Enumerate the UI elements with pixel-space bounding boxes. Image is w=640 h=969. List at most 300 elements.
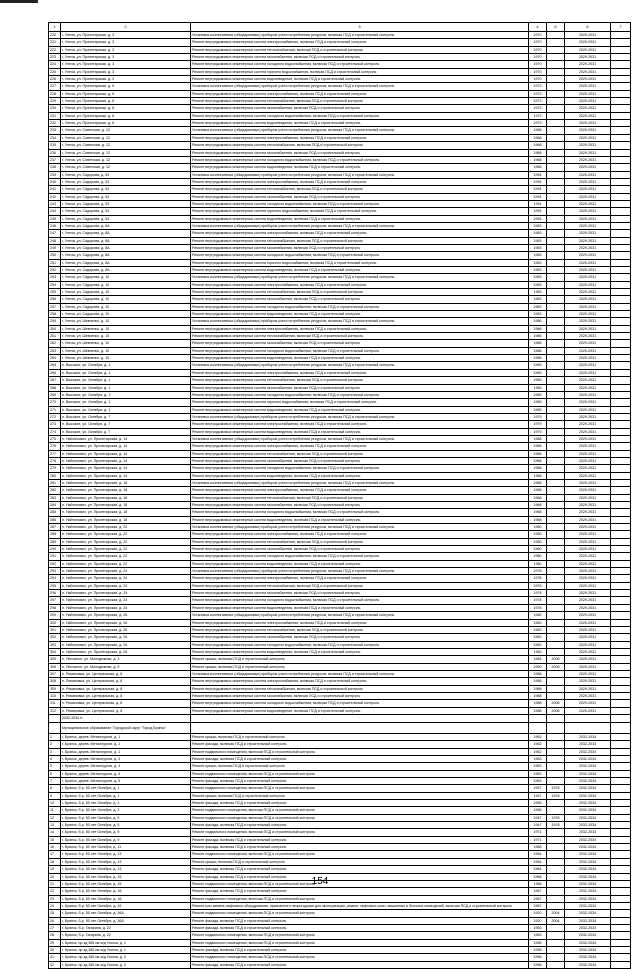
row-number-cell: 282 [49,487,61,494]
repair-year-cell [547,186,565,193]
period-cell: 2029-2031 [565,502,611,509]
table-row [49,961,631,968]
address-cell: г. Унеча, ул. Шевченко, д. 10 [61,333,191,340]
work-type-cell: Ремонт внутридомовых инженерных систем холодного водоснабжения, включая ПСД и строительный контроль [191,61,529,68]
period-cell: 2032-2034 [565,844,611,851]
table-row [49,648,631,655]
period-cell: 2032-2034 [565,946,611,953]
build-year-cell: 1973 [529,112,547,119]
work-type-cell: Ремонт внутридомовых инженерных систем электроснабжения, включая ПСД и строительный контроль [191,531,529,538]
address-cell: г. Унеча, ул. Сидорова, д. 10 [61,289,191,296]
row-number-cell: 9 [49,792,61,799]
period-cell: 2029-2031 [565,590,611,597]
repair-year-cell [547,369,565,376]
period-cell: 2029-2031 [565,105,611,112]
work-type-cell: Ремонт внутридомовых инженерных систем холодного водоснабжения, включая ПСД и строительный контроль [191,465,529,472]
row-number-cell: 26 [49,917,61,924]
build-year-cell: 1968 [529,873,547,880]
row-number-cell: 1 [49,733,61,740]
build-year-cell: 1968 [529,472,547,479]
build-year-cell: 1971 [529,829,547,836]
extra-cell [611,149,631,156]
extra-cell [611,895,631,902]
row-number-cell: 291 [49,553,61,560]
extra-cell [611,538,631,545]
period-cell: 2029-2031 [565,377,611,384]
address-cell: г. Унеча, ул. Советская, д. 12 [61,149,191,156]
extra-cell [611,362,631,369]
repair-year-cell [547,200,565,207]
row-number-cell: 295 [49,582,61,589]
table-row [49,910,631,917]
row-number-cell: 272 [49,413,61,420]
municipality-label: Муниципальное образование "Городской округ "Город Брянск" [61,722,191,733]
build-year-cell: 1920 [529,910,547,917]
work-type-cell: Ремонт внутридомовых инженерных систем холодного водоснабжения, включая ПСД и строительный контроль [191,597,529,604]
work-type-cell: Ремонт внутридомовых инженерных систем теплоснабжения, включая ПСД и строительный контроль [191,582,529,589]
build-year-cell: 1965 [529,399,547,406]
table-row [49,127,631,134]
work-type-cell: Ремонт внутридомовых инженерных систем водоотведения, включая ПСД и строительный контроль [191,76,529,83]
period-cell: 2029-2031 [565,494,611,501]
repair-year-cell [547,377,565,384]
row-number-cell: 304 [49,648,61,655]
period-cell: 2029-2031 [565,413,611,420]
work-type-cell: Ремонт внутридомовых инженерных систем холодного водоснабжения, включая ПСД и строительный контроль [191,553,529,560]
work-type-cell: Ремонт фасада, включая ПСД и строительный контроль [191,822,529,829]
address-cell: г. Унеча, ул. Сидорова, д. 53 [61,171,191,178]
repair-year-cell [547,435,565,442]
table-row [49,641,631,648]
row-number-cell: 241 [49,186,61,193]
table-row [49,733,631,740]
repair-year-cell [547,457,565,464]
build-year-cell: 1968 [529,502,547,509]
address-cell: п. Найтопович, ул. Пролетарская, д. 24 [61,604,191,611]
period-cell: 2032-2034 [565,939,611,946]
address-cell: г. Брянск, дерев. Металлургов, д. 1 [61,733,191,740]
extra-cell [611,230,631,237]
build-year-cell: 1968 [529,494,547,501]
address-cell: г. Брянск, пр-зд 365 км ж/д Уголка, д. 1 [61,946,191,953]
address-cell: г. Унеча, ул. Сидорова, д. 53 [61,186,191,193]
section-label-row [49,714,631,722]
extra-cell [611,814,631,821]
build-year-cell: 1978 [529,568,547,575]
period-cell: 2032-2034 [565,924,611,931]
period-cell: 2029-2031 [565,230,611,237]
table-row [49,568,631,575]
work-type-cell: Ремонт внутридомовых инженерных систем холодного водоснабжения, включая ПСД и строительный контроль [191,391,529,398]
row-number-cell: 258 [49,311,61,318]
empty-cell [565,722,611,733]
header-cell: 6 [565,23,611,32]
address-cell: п. Найтопович, ул. Пролетарская, д. 24 [61,575,191,582]
extra-cell [611,164,631,171]
row-number-cell: 305 [49,656,61,663]
extra-cell [611,626,631,633]
repair-year-cell [547,252,565,259]
period-cell: 2029-2031 [565,700,611,707]
extra-cell [611,289,631,296]
extra-cell [611,634,631,641]
municipality-label-row [49,722,631,733]
work-type-cell: Установка коллективных (общедомовых) приборов учета потребления ресурсов, включая ПСД и строительный контроль [191,413,529,420]
repair-year-cell [547,362,565,369]
row-number-cell: 271 [49,406,61,413]
work-type-cell: Ремонт внутридомовых инженерных систем теплоснабжения, включая ПСД и строительный контроль [191,333,529,340]
period-cell: 2029-2031 [565,560,611,567]
work-type-cell: Ремонт внутридомовых инженерных систем электроснабжения, включая ПСД и строительный контроль [191,369,529,376]
extra-cell [611,858,631,865]
build-year-cell: 1970 [529,32,547,39]
repair-year-cell [547,954,565,961]
period-cell: 2029-2031 [565,303,611,310]
table-row [49,836,631,843]
row-number-cell: 253 [49,274,61,281]
table-row [49,32,631,39]
build-year-cell: 1978 [529,604,547,611]
table-row [49,939,631,946]
period-cell: 2029-2031 [565,450,611,457]
period-cell: 2032-2034 [565,792,611,799]
extra-cell [611,435,631,442]
extra-cell [611,384,631,391]
build-year-cell: 1979 [529,428,547,435]
extra-cell [611,685,631,692]
address-cell: г. Унеча, ул. Советская, д. 12 [61,156,191,163]
period-cell: 2029-2031 [565,325,611,332]
table-row [49,590,631,597]
work-type-cell: Ремонт внутридомовых инженерных систем водоотведения, включая ПСД и строительный контроль [191,164,529,171]
extra-cell [611,770,631,777]
work-type-cell: Ремонт внутридомовых инженерных систем электроснабжения, включая ПСД и строительный контроль [191,575,529,582]
extra-cell [611,325,631,332]
period-cell: 2029-2031 [565,267,611,274]
work-type-cell: Ремонт внутридомовых инженерных систем теплоснабжения, включая ПСД и строительный контроль [191,142,529,149]
repair-year-cell [547,215,565,222]
row-number-cell: 228 [49,90,61,97]
address-cell: п. Романовка, ул. Центральная, д. 8 [61,678,191,685]
address-cell: г. Унеча, ул. Сидорова, д. 53 [61,215,191,222]
address-cell: п. Романовка, ул. Центральная, д. 8 [61,707,191,714]
repair-year-cell [547,590,565,597]
repair-year-cell [547,546,565,553]
address-cell: п. Песчаное, ул. Молодежная, д. 9 [61,663,191,670]
build-year-cell: 1973 [529,120,547,127]
address-cell: п. Найтопович, ул. Пролетарская, д. 26 [61,634,191,641]
table-row [49,509,631,516]
repair-year-cell [547,902,565,909]
build-year-cell: 1982 [529,634,547,641]
repair-year-cell: 2004 [547,910,565,917]
table-row [49,851,631,858]
address-cell: г. Унеча, ул. Сидорова, д. 10 [61,303,191,310]
work-type-cell: Ремонт внутридомовых инженерных систем газоснабжения, включая ПСД и строительный контроль [191,193,529,200]
repair-year-cell [547,641,565,648]
address-cell: п. Найтопович, ул. Пролетарская, д. 24 [61,582,191,589]
empty-cell [191,722,529,733]
work-type-cell: Установка коллективных (общедомовых) приборов учета потребления ресурсов, включая ПСД и строительный контроль [191,318,529,325]
build-year-cell: 1978 [529,582,547,589]
extra-cell [611,807,631,814]
table-row [49,700,631,707]
build-year-cell: 1973 [529,105,547,112]
empty-cell [547,714,565,722]
address-cell: г. Унеча, ул. Сидорова, д. 53 [61,178,191,185]
table-row [49,946,631,953]
table-row [49,858,631,865]
extra-cell [611,902,631,909]
row-number-cell: 7 [49,778,61,785]
work-type-cell: Ремонт внутридомовых инженерных систем холодного водоснабжения, включая ПСД и строительный контроль [191,156,529,163]
row-number-cell: 3 [49,748,61,755]
table-row [49,333,631,340]
empty-cell [547,722,565,733]
row-number-cell: 279 [49,465,61,472]
repair-year-cell [547,597,565,604]
row-number-cell: 32 [49,961,61,968]
build-year-cell: 1978 [529,575,547,582]
extra-cell [611,156,631,163]
period-cell: 2029-2031 [565,391,611,398]
table-row [49,142,631,149]
table-row [49,814,631,821]
address-cell: п. Найтопович, ул. Пролетарская, д. 22 [61,546,191,553]
address-cell: п. Романовка, ул. Центральная, д. 8 [61,670,191,677]
build-year-cell: 1980 [529,546,547,553]
build-year-cell: 1983 [529,311,547,318]
repair-year-cell [547,230,565,237]
table-row [49,325,631,332]
build-year-cell: 1982 [529,626,547,633]
build-year-cell: 1994 [529,193,547,200]
row-number-cell: 17 [49,851,61,858]
repair-year-cell [547,333,565,340]
row-number-cell: 257 [49,303,61,310]
work-type-cell: Ремонт подвального помещения, включая ПСД и строительный контроль [191,880,529,887]
build-year-cell: 1947 [529,822,547,829]
row-number-cell: 301 [49,626,61,633]
extra-cell [611,318,631,325]
address-cell: г. Брянск, б-р. 50 лет Октября, д. 1 [61,792,191,799]
extra-cell [611,215,631,222]
repair-year-cell: 1978 [547,792,565,799]
header-cell: 1 [49,23,61,32]
table-row [49,120,631,127]
table-row [49,303,631,310]
build-year-cell: 1968 [529,127,547,134]
address-cell: п. Найтопович, ул. Пролетарская, д. 22 [61,560,191,567]
address-cell: г. Брянск, б-р. 50 лет Октября, д. 5 [61,822,191,829]
build-year-cell: 1970 [529,68,547,75]
extra-cell [611,822,631,829]
period-cell: 2029-2031 [565,259,611,266]
extra-cell [611,421,631,428]
repair-year-cell [547,61,565,68]
repair-year-cell [547,90,565,97]
build-year-cell: 1963 [529,763,547,770]
repair-year-cell [547,895,565,902]
extra-cell [611,531,631,538]
document-table-container [48,22,630,969]
repair-year-cell: 2004 [547,917,565,924]
address-cell: г. Унеча, ул. Пролетарская, д. 6 [61,98,191,105]
period-cell: 2029-2031 [565,626,611,633]
extra-cell [611,90,631,97]
row-number-cell: 290 [49,546,61,553]
table-row [49,98,631,105]
table-row [49,391,631,398]
repair-year-cell [547,443,565,450]
build-year-cell: 1968 [529,149,547,156]
extra-cell [611,406,631,413]
address-cell: г. Брянск, пр-зд 365 км ж/д Уголка, д. 2 [61,961,191,968]
row-number-cell: 275 [49,435,61,442]
row-number-cell: 248 [49,237,61,244]
build-year-cell: 1963 [529,756,547,763]
row-number-cell: 310 [49,692,61,699]
table-row [49,83,631,90]
work-type-cell: Ремонт фасада, включая ПСД и строительный контроль [191,961,529,968]
scan-top-mark [0,0,38,3]
repair-year-cell [547,648,565,655]
extra-cell [611,127,631,134]
row-number-cell: 27 [49,924,61,931]
extra-cell [611,641,631,648]
build-year-cell: 1988 [529,670,547,677]
work-type-cell: Ремонт внутридомовых инженерных систем холодного водоснабжения, включая ПСД и строительный контроль [191,112,529,119]
extra-cell [611,509,631,516]
address-cell: г. Унеча, ул. Шевченко, д. 10 [61,347,191,354]
row-number-cell: 5 [49,763,61,770]
period-cell: 2029-2031 [565,127,611,134]
period-cell: 2029-2031 [565,244,611,251]
row-number-cell: 223 [49,54,61,61]
build-year-cell: 1920 [529,917,547,924]
table-row [49,149,631,156]
address-cell: п. Найтопович, ул. Пролетарская, д. 14 [61,443,191,450]
extra-cell [611,707,631,714]
table-row [49,252,631,259]
period-cell: 2029-2031 [565,54,611,61]
period-cell: 2029-2031 [565,546,611,553]
build-year-cell: 1962 [529,748,547,755]
row-number-cell: 283 [49,494,61,501]
repair-year-cell [547,604,565,611]
extra-cell [611,582,631,589]
work-type-cell: Установка коллективных (общедомовых) приборов учета потребления ресурсов, включая ПСД и строительный контроль [191,435,529,442]
build-year-cell: 1973 [529,90,547,97]
extra-cell [611,663,631,670]
period-cell: 2032-2034 [565,733,611,740]
period-cell: 2029-2031 [565,472,611,479]
extra-cell [611,281,631,288]
row-number-cell: 289 [49,538,61,545]
repair-year-cell [547,83,565,90]
row-number-cell: 312 [49,707,61,714]
build-year-cell: 1973 [529,83,547,90]
table-row [49,516,631,523]
period-cell: 2029-2031 [565,641,611,648]
period-cell: 2029-2031 [565,274,611,281]
table-row [49,259,631,266]
repair-year-cell [547,692,565,699]
work-type-cell: Ремонт внутридомовых инженерных систем теплоснабжения, включая ПСД и строительный контроль [191,450,529,457]
address-cell: г. Унеча, ул. Пролетарская, д. 6 [61,83,191,90]
extra-cell [611,369,631,376]
extra-cell [611,76,631,83]
build-year-cell: 1983 [529,259,547,266]
row-number-cell: 232 [49,120,61,127]
work-type-cell: Ремонт внутридомовых инженерных систем газоснабжения, включая ПСД и строительный контроль [191,546,529,553]
address-cell: г. Унеча, ул. Пролетарская, д. 3 [61,68,191,75]
work-type-cell: Ремонт внутридомовых инженерных систем горячего водоснабжения, включая ПСД и строительный контроль [191,259,529,266]
work-type-cell: Ремонт внутридомовых инженерных систем холодного водоснабжения, включая ПСД и строительный контроль [191,641,529,648]
address-cell: п. Высокое, ул. Октября, д. 1 [61,406,191,413]
repair-year-cell [547,112,565,119]
row-number-cell: 280 [49,472,61,479]
address-cell: г. Брянск, б-р. 50 лет Октября, д. 3 [61,807,191,814]
address-cell: п. Романовка, ул. Центральная, д. 8 [61,700,191,707]
address-cell: п. Найтопович, ул. Пролетарская, д. 26 [61,641,191,648]
table-row [49,61,631,68]
period-cell: 2029-2031 [565,443,611,450]
table-row [49,186,631,193]
repair-year-cell: 2008 [547,707,565,714]
table-row [49,685,631,692]
build-year-cell: 1982 [529,619,547,626]
period-cell: 2029-2031 [565,568,611,575]
work-type-cell: Ремонт внутридомовых инженерных систем водоотведения, включая ПСД и строительный контроль [191,215,529,222]
table-row [49,164,631,171]
build-year-cell: 1994 [529,208,547,215]
period-cell: 2032-2034 [565,866,611,873]
address-cell: п. Найтопович, ул. Пролетарская, д. 18 [61,516,191,523]
work-type-cell: Ремонт внутридомовых инженерных систем теплоснабжения, включая ПСД и строительный контроль [191,186,529,193]
period-cell: 2032-2034 [565,932,611,939]
row-number-cell: 4 [49,756,61,763]
repair-year-cell [547,568,565,575]
repair-year-cell [547,156,565,163]
period-cell: 2032-2034 [565,763,611,770]
build-year-cell: 1982 [529,641,547,648]
work-type-cell: Ремонт внутридомовых инженерных систем газоснабжения, включая ПСД и строительный контроль [191,340,529,347]
build-year-cell: 1968 [529,164,547,171]
repair-year-cell [547,800,565,807]
period-cell: 2029-2031 [565,237,611,244]
address-cell: п. Найтопович, ул. Пролетарская, д. 18 [61,509,191,516]
repair-year-cell [547,76,565,83]
row-number-cell: 303 [49,641,61,648]
work-type-cell: Ремонт внутридомовых инженерных систем теплоснабжения, включая ПСД и строительный контроль [191,538,529,545]
work-type-cell: Ремонт фасада, включая ПСД и строительный контроль [191,756,529,763]
work-type-cell: Ремонт внутридомовых инженерных систем электроснабжения, включая ПСД и строительный контроль [191,178,529,185]
build-year-cell: 1982 [529,648,547,655]
build-year-cell: 1947 [529,785,547,792]
extra-cell [611,619,631,626]
extra-cell [611,193,631,200]
table-row [49,678,631,685]
work-type-cell: Ремонт внутридомовых инженерных систем газоснабжения, включая ПСД и строительный контроль [191,502,529,509]
repair-year-cell [547,39,565,46]
repair-year-cell [547,413,565,420]
extra-cell [611,829,631,836]
build-year-cell: 1970 [529,39,547,46]
build-year-cell: 1983 [529,252,547,259]
row-number-cell: 286 [49,516,61,523]
repair-year-cell [547,516,565,523]
